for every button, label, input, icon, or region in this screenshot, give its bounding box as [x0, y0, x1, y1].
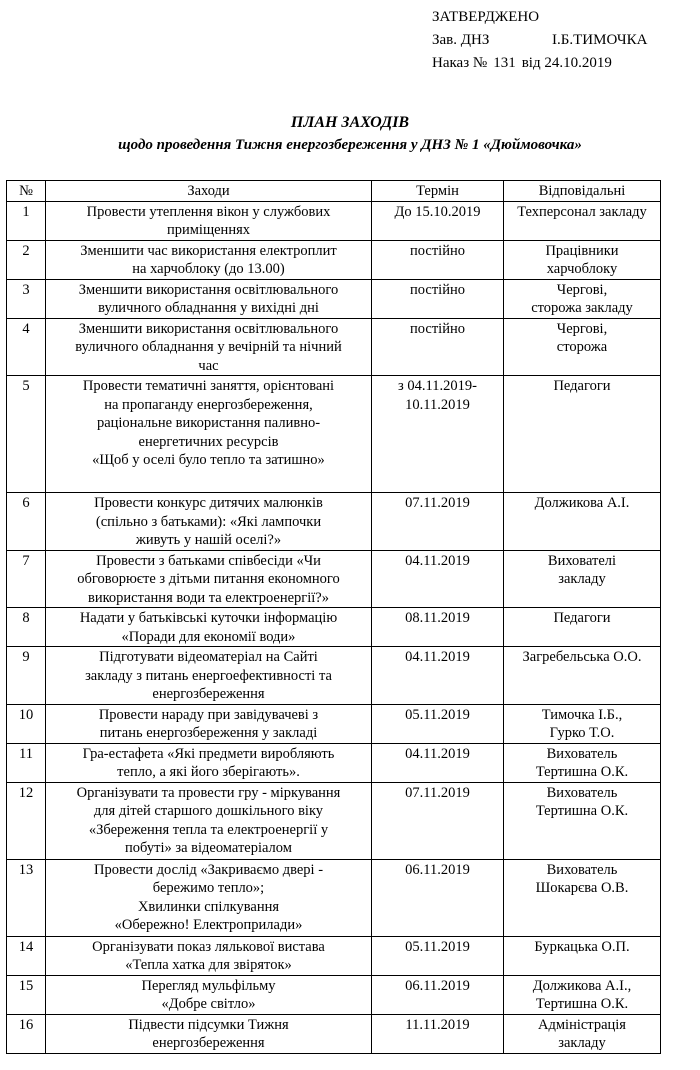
document-subtitle: щодо проведення Тижня енергозбереження у ДНЗ № 1 «Дюймовочка»	[118, 137, 582, 153]
table-row	[7, 279, 661, 318]
row-responsible: Тимочка І.Б., Гурко Т.О.	[504, 704, 661, 743]
row-number: 4	[7, 318, 46, 376]
plan-table	[6, 180, 661, 1054]
row-term: 06.11.2019	[372, 859, 504, 936]
row-term: 06.11.2019	[372, 975, 504, 1014]
approval-position-line	[432, 29, 648, 52]
header-activities: Заходи	[46, 181, 372, 202]
row-activity: Гра-естафета «Які предмети виробляють тепло, а які його зберігають».	[46, 743, 372, 782]
row-number: 14	[7, 936, 46, 975]
approval-heading: ЗАТВЕРДЖЕНО	[432, 9, 540, 25]
row-activity: Зменшити використання освітлювального вуличного обладнання у вечірній та нічний час	[46, 318, 372, 376]
row-activity: Перегляд мульфільму «Добре світло»	[46, 975, 372, 1014]
row-responsible: Вихователь Тертишна О.К.	[504, 743, 661, 782]
order-number: 131	[493, 55, 516, 71]
row-activity: Надати у батьківські куточки інформацію «Поради для економії води»	[46, 608, 372, 647]
row-activity: Підвести підсумки Тижня енергозбереження	[46, 1014, 372, 1053]
row-term: постійно	[372, 318, 504, 376]
approval-name: І.Б.ТИМОЧКА	[552, 32, 648, 48]
row-number: 7	[7, 550, 46, 608]
row-activity: Провести нараду при завідувачеві з питань енергозбереження у закладі	[46, 704, 372, 743]
table-row	[7, 704, 661, 743]
row-term: 11.11.2019	[372, 1014, 504, 1053]
table-row	[7, 782, 661, 859]
table-row	[7, 975, 661, 1014]
row-activity: Провести з батьками співбесіди «Чи обговорюєте з дітьми питання економного використання води та електроенергії?»	[46, 550, 372, 608]
row-responsible: Техперсонал закладу	[504, 201, 661, 240]
row-number: 9	[7, 647, 46, 705]
row-number: 15	[7, 975, 46, 1014]
row-number: 6	[7, 493, 46, 551]
row-term: з 04.11.2019- 10.11.2019	[372, 376, 504, 493]
table-row	[7, 936, 661, 975]
row-activity: Провести конкурс дитячих малюнків (спільно з батьками): «Які лампочки живуть у нашій оселі?»	[46, 493, 372, 551]
order-label: Наказ №	[432, 55, 488, 71]
approval-position: Зав. ДНЗ	[432, 32, 490, 48]
row-number: 3	[7, 279, 46, 318]
row-term: 07.11.2019	[372, 782, 504, 859]
table-header-row	[7, 181, 661, 202]
row-responsible: Загребельська О.О.	[504, 647, 661, 705]
row-activity: Провести тематичні заняття, орієнтовані на пропаганду енергозбереження, раціональне використання паливно- енергетичних ресурсів «Щоб у оселі було тепло та затишно»	[46, 376, 372, 493]
header-number: №	[7, 181, 46, 202]
row-term: 04.11.2019	[372, 743, 504, 782]
row-term: 07.11.2019	[372, 493, 504, 551]
row-term: постійно	[372, 240, 504, 279]
row-term: 05.11.2019	[372, 936, 504, 975]
row-activity: Зменшити використання освітлювального вуличного обладнання у вихідні дні	[46, 279, 372, 318]
row-number: 12	[7, 782, 46, 859]
row-activity: Провести утеплення вікон у службових приміщеннях	[46, 201, 372, 240]
row-activity: Організувати та провести гру - міркування для дітей старшого дошкільного віку «Збереження тепла та електроенергії у побуті» за відеоматеріалом	[46, 782, 372, 859]
table-row	[7, 240, 661, 279]
row-number: 16	[7, 1014, 46, 1053]
row-responsible: Адміністрація закладу	[504, 1014, 661, 1053]
table-row	[7, 201, 661, 240]
row-number: 11	[7, 743, 46, 782]
table-row	[7, 1014, 661, 1053]
table-row	[7, 647, 661, 705]
plan-table-body	[7, 201, 661, 1053]
row-number: 8	[7, 608, 46, 647]
row-responsible: Чергові, сторожа	[504, 318, 661, 376]
row-responsible: Должикова А.І., Тертишна О.К.	[504, 975, 661, 1014]
row-term: 04.11.2019	[372, 550, 504, 608]
row-responsible: Працівники харчоблоку	[504, 240, 661, 279]
row-responsible: Вихователь Тертишна О.К.	[504, 782, 661, 859]
row-activity: Організувати показ лялькової вистава «Тепла хатка для звіряток»	[46, 936, 372, 975]
row-number: 1	[7, 201, 46, 240]
table-row	[7, 550, 661, 608]
row-activity: Підготувати відеоматеріал на Сайті закладу з питань енергоефективності та енергозбереження	[46, 647, 372, 705]
header-term: Термін	[372, 181, 504, 202]
row-term: 08.11.2019	[372, 608, 504, 647]
row-term: 05.11.2019	[372, 704, 504, 743]
order-date: від 24.10.2019	[521, 55, 612, 71]
approval-order-line	[432, 52, 648, 75]
row-activity: Зменшити час використання електроплит на харчоблоку (до 13.00)	[46, 240, 372, 279]
row-term: постійно	[372, 279, 504, 318]
row-activity: Провести дослід «Закриваємо двері - бережимо тепло»; Хвилинки спілкування «Обережно! Електроприлади»	[46, 859, 372, 936]
row-number: 10	[7, 704, 46, 743]
approval-stamp	[432, 6, 648, 75]
document-title: ПЛАН ЗАХОДІВ	[290, 114, 410, 131]
table-row	[7, 493, 661, 551]
row-term: До 15.10.2019	[372, 201, 504, 240]
row-responsible: Педагоги	[504, 376, 661, 493]
row-number: 2	[7, 240, 46, 279]
table-row	[7, 743, 661, 782]
row-number: 5	[7, 376, 46, 493]
row-responsible: Чергові, сторожа закладу	[504, 279, 661, 318]
row-responsible: Вихователі закладу	[504, 550, 661, 608]
table-row	[7, 318, 661, 376]
row-responsible: Вихователь Шокарєва О.В.	[504, 859, 661, 936]
table-row	[7, 608, 661, 647]
row-number: 13	[7, 859, 46, 936]
row-responsible: Должикова А.І.	[504, 493, 661, 551]
table-row	[7, 859, 661, 936]
row-responsible: Педагоги	[504, 608, 661, 647]
header-responsible: Відповідальні	[504, 181, 661, 202]
table-row	[7, 376, 661, 493]
row-responsible: Буркацька О.П.	[504, 936, 661, 975]
row-term: 04.11.2019	[372, 647, 504, 705]
